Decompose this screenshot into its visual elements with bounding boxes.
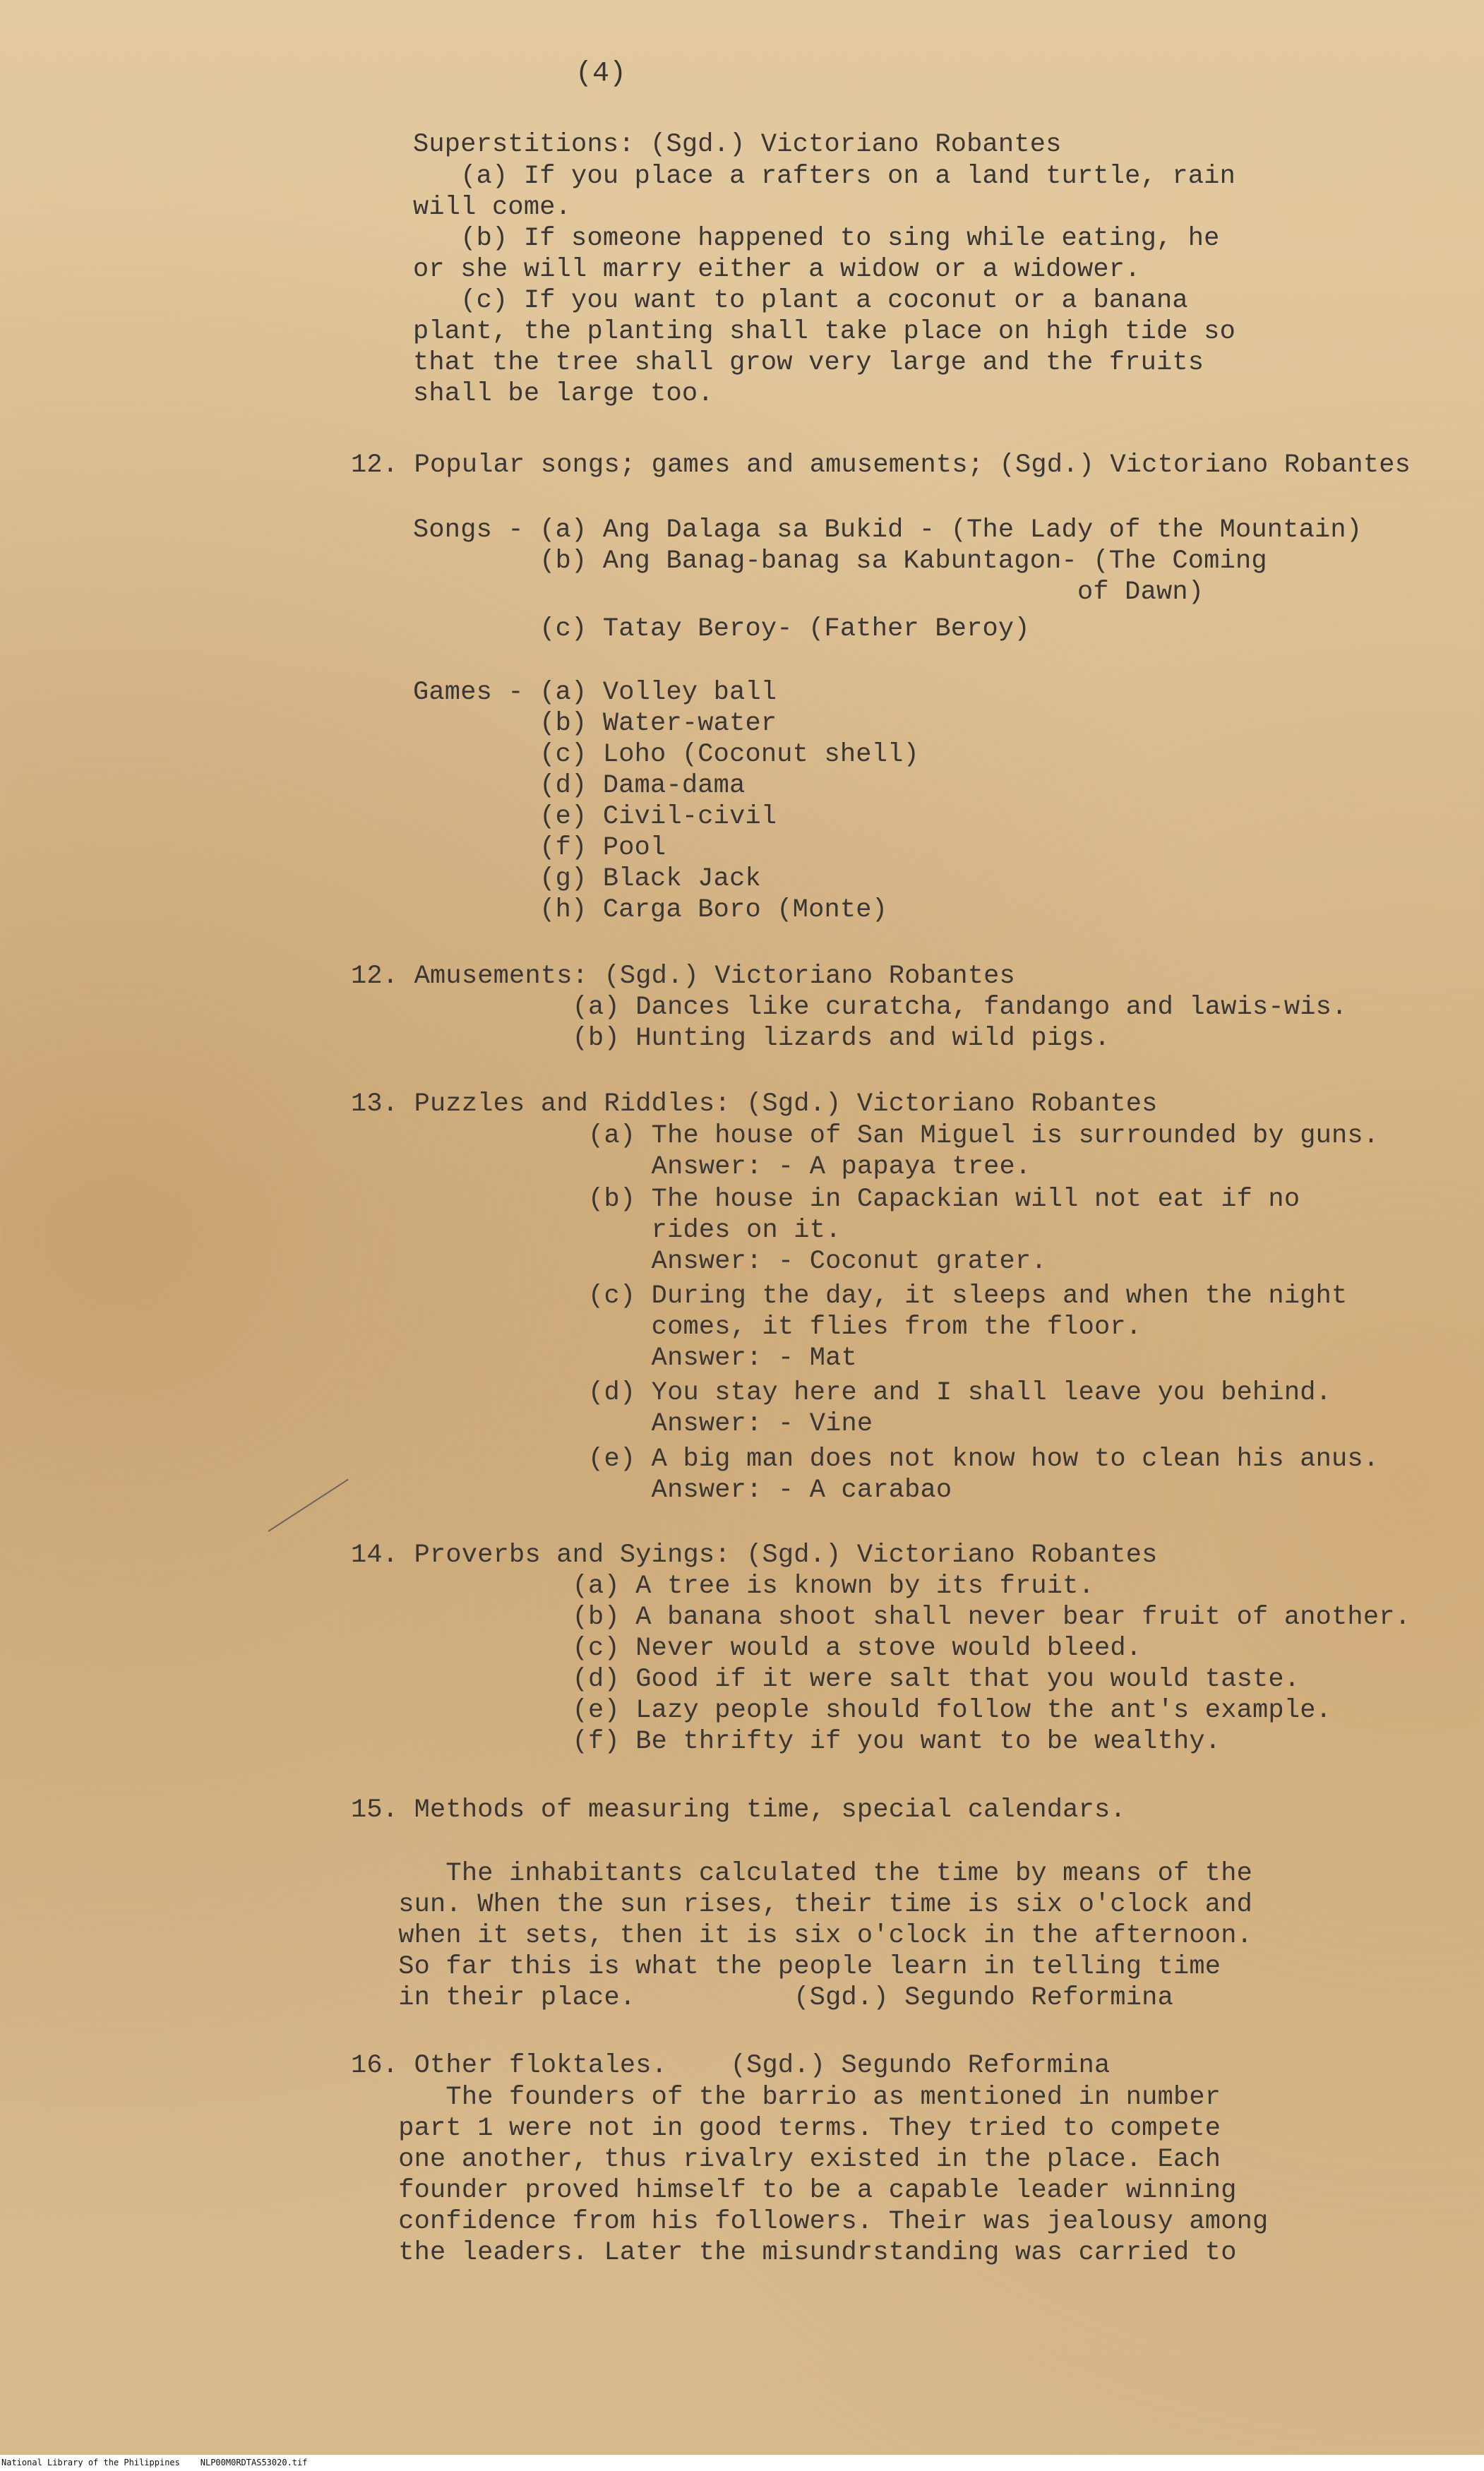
time-paragraph-line: in their place. (Sgd.) Segundo Reformina — [351, 1983, 1173, 2013]
proverb-line: (c) Never would a stove would bleed. — [351, 1634, 1142, 1663]
archive-footer: National Library of the Philippines NLP00M0RDTAS53020.tif — [0, 2455, 1484, 2471]
time-paragraph-line: So far this is what the people learn in telling time — [351, 1952, 1221, 1982]
superstitions-line: that the tree shall grow very large and the fruits — [413, 348, 1204, 378]
riddle-line: (a) The house of San Miguel is surrounded by guns. — [351, 1121, 1380, 1151]
riddle-line: (d) You stay here and I shall leave you behind. — [351, 1378, 1332, 1408]
superstitions-heading: Superstitions: (Sgd.) Victoriano Robantes — [413, 130, 1062, 160]
time-paragraph-line: The inhabitants calculated the time by means of the — [351, 1859, 1253, 1889]
folktale-paragraph-line: the leaders. Later the misundrstanding was carried to — [351, 2238, 1237, 2268]
proverb-line: (f) Be thrifty if you want to be wealthy. — [351, 1727, 1221, 1757]
riddle-line: Answer: - A papaya tree. — [351, 1152, 1031, 1182]
section-14-heading: 14. Proverbs and Syings: (Sgd.) Victoriano Robantes — [351, 1540, 1158, 1570]
proverb-line: (a) A tree is known by its fruit. — [351, 1572, 1094, 1601]
superstitions-line: plant, the planting shall take place on high tide so — [413, 317, 1235, 347]
superstitions-line: shall be large too. — [413, 379, 714, 409]
games-line: Games - (a) Volley ball — [413, 678, 777, 707]
riddle-line: Answer: - Mat — [351, 1344, 857, 1373]
section-13-heading: 13. Puzzles and Riddles: (Sgd.) Victoriano Robantes — [351, 1089, 1158, 1119]
amusements-line: (a) Dances like curatcha, fandango and lawis-wis. — [351, 993, 1348, 1022]
folktale-paragraph-line: one another, thus rivalry existed in the place. Each — [351, 2145, 1221, 2174]
time-paragraph-line: sun. When the sun rises, their time is six o'clock and — [351, 1890, 1253, 1920]
riddle-line: (b) The house in Capackian will not eat if no — [351, 1185, 1300, 1214]
amusements-line: (b) Hunting lizards and wild pigs. — [351, 1024, 1111, 1053]
riddle-line: comes, it flies from the floor. — [351, 1312, 1142, 1342]
songs-line: Songs - (a) Ang Dalaga sa Bukid - (The Lady of the Mountain) — [413, 515, 1363, 545]
games-line: (g) Black Jack — [413, 864, 761, 894]
pencil-mark — [268, 1479, 348, 1532]
proverb-line: (b) A banana shoot shall never bear fruit of another. — [351, 1603, 1411, 1632]
page-number: (4) — [575, 58, 627, 90]
riddle-line: Answer: - A carabao — [351, 1476, 952, 1505]
section-15-heading: 15. Methods of measuring time, special calendars. — [351, 1795, 1126, 1825]
folktale-paragraph-line: The founders of the barrio as mentioned in number — [351, 2083, 1221, 2112]
games-line: (b) Water-water — [413, 709, 777, 738]
amusements-heading: 12. Amusements: (Sgd.) Victoriano Robantes — [351, 962, 1015, 991]
superstitions-line: (a) If you place a rafters on a land turtle, rain — [413, 162, 1235, 191]
proverb-line: (d) Good if it were salt that you would taste. — [351, 1665, 1300, 1694]
riddle-line: Answer: - Vine — [351, 1409, 873, 1439]
folktale-paragraph-line: part 1 were not in good terms. They tried to compete — [351, 2114, 1221, 2143]
section-12-heading: 12. Popular songs; games and amusements; (Sgd.) Victoriano Robantes — [351, 450, 1411, 480]
riddle-line: (e) A big man does not know how to clean his anus. — [351, 1444, 1380, 1474]
superstitions-line: will come. — [413, 193, 572, 222]
games-line: (c) Loho (Coconut shell) — [413, 740, 919, 770]
riddle-line: rides on it. — [351, 1216, 842, 1245]
folktale-paragraph-line: confidence from his followers. Their was jealousy among — [351, 2207, 1269, 2237]
songs-line: (b) Ang Banag-banag sa Kabuntagon- (The Coming — [413, 546, 1267, 576]
songs-line: (c) Tatay Beroy- (Father Beroy) — [413, 614, 1030, 644]
riddle-line: Answer: - Coconut grater. — [351, 1247, 1047, 1276]
section-16-heading: 16. Other floktales. (Sgd.) Segundo Reformina — [351, 2051, 1111, 2081]
songs-line: of Dawn) — [413, 578, 1204, 607]
games-line: (h) Carga Boro (Monte) — [413, 895, 888, 925]
games-line: (e) Civil-civil — [413, 802, 777, 832]
folktale-paragraph-line: founder proved himself to be a capable leader winning — [351, 2176, 1237, 2206]
time-paragraph-line: when it sets, then it is six o'clock in the afternoon. — [351, 1921, 1253, 1951]
superstitions-line: or she will marry either a widow or a widower. — [413, 255, 1141, 285]
superstitions-line: (c) If you want to plant a coconut or a banana — [413, 286, 1188, 316]
games-line: (f) Pool — [413, 833, 666, 863]
superstitions-line: (b) If someone happened to sing while eating, he — [413, 224, 1220, 253]
games-line: (d) Dama-dama — [413, 771, 746, 801]
riddle-line: (c) During the day, it sleeps and when the night — [351, 1281, 1348, 1311]
proverb-line: (e) Lazy people should follow the ant's example. — [351, 1696, 1332, 1725]
